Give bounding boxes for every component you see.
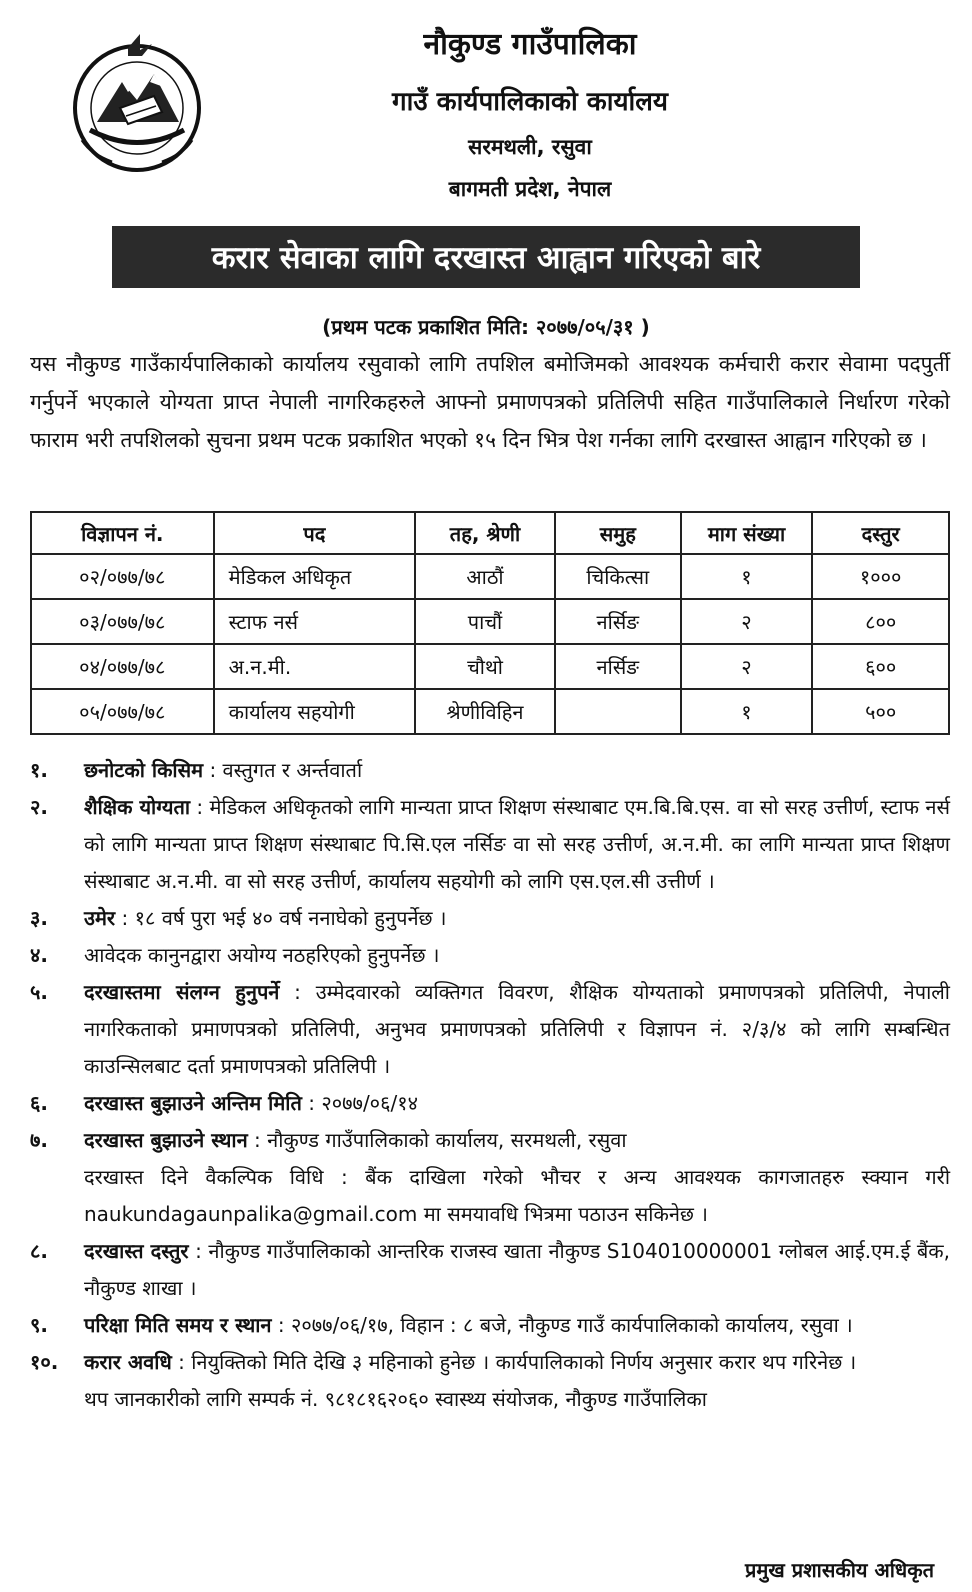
- item-text: आवेदक कानुनद्वारा अयोग्य नठहरिएको हुनुपर्नेछ ।: [84, 943, 440, 967]
- item-text: : २०७७/०६/१४: [301, 1091, 419, 1115]
- cell-demand: १: [681, 554, 813, 599]
- cell-ad-no: ०३/०७७/७८: [31, 599, 214, 644]
- vacancy-table: [30, 511, 950, 735]
- item-label: दरखास्त बुझाउने अन्तिम मिति: [84, 1091, 302, 1115]
- col-header-ad-no: विज्ञापन नं.: [31, 512, 214, 554]
- item-label: दरखास्तमा संलग्न हुनुपर्ने: [84, 980, 280, 1004]
- cell-ad-no: ०५/०७७/७८: [31, 689, 214, 734]
- list-item: [30, 937, 950, 974]
- cell-demand: २: [681, 599, 813, 644]
- signatory-title: प्रमुख प्रशासकीय अधिकृत: [745, 1558, 934, 1582]
- item-text: : नौकुण्ड गाउँपालिकाको आन्तरिक राजस्व खाता नौकुण्ड S104010000001 ग्लोबल आई.एम.ई बैंक, नौकुण्ड शाखा ।: [84, 1239, 951, 1300]
- municipality-emblem-icon: [62, 30, 212, 180]
- item-label: दरखास्त दस्तुर: [84, 1239, 189, 1263]
- item-text: : २०७७/०६/१७, विहान : ८ बजे, नौकुण्ड गाउँ कार्यपालिकाको कार्यालय, रसुवा ।: [271, 1313, 853, 1337]
- item-text: : उम्मेदवारको व्यक्तिगत विवरण, शैक्षिक योग्यताको प्रमाणपत्रको प्रतिलिपी, नेपाली नागरिकताको प्रमाणपत्रको प्रतिलिपी, अनुभव प्रमाणपत्रको प्रतिलिपी र विज्ञापन नं. २/३/४ को लागि सम्बन्धित काउन्सिलबाट दर्ता प्रमाणपत्रको प्रतिलिपी ।: [84, 980, 950, 1078]
- item-number: ९.: [30, 1313, 48, 1337]
- municipality-name: नौकुण्ड गाउँपालिका: [423, 27, 637, 62]
- list-item: [30, 900, 950, 937]
- list-item: [30, 1307, 950, 1344]
- notice-title: करार सेवाका लागि दरखास्त आह्वान गरिएको बारे: [112, 226, 860, 288]
- cell-demand: १: [681, 689, 813, 734]
- cell-group: [555, 689, 681, 734]
- col-header-demand: माग संख्या: [681, 512, 813, 554]
- item-label: शैक्षिक योग्यता: [84, 795, 191, 819]
- item-label: करार अवधि: [84, 1350, 172, 1374]
- cell-fee: १०००: [812, 554, 949, 599]
- item-number: १०.: [30, 1350, 59, 1374]
- item-text: : मेडिकल अधिकृतको लागि मान्यता प्राप्त शिक्षण संस्थाबाट एम.बि.बि.एस. वा सो सरह उत्तीर्ण, स्टाफ नर्स को लागि मान्यता प्राप्त शिक्षण संस्थाबाट पि.सि.एल नर्सिङ वा सो सरह उत्तीर्ण, अ.न.मी. का लागि मान्यता प्राप्त शिक्षण संस्थाबाट अ.न.मी. वा सो सरह उत्तीर्ण, कार्यालय सहयोगी को लागि एस.एल.सी उत्तीर्ण ।: [84, 795, 950, 893]
- table-row: [31, 644, 949, 689]
- table-header-row: [31, 512, 949, 554]
- intro-paragraph: यस नौकुण्ड गाउँकार्यपालिकाको कार्यालय रसुवाको लागि तपशिल बमोजिमको आवश्यक कर्मचारी करार सेवामा पदपुर्ती गर्नुपर्ने भएकाले योग्यता प्राप्त नेपाली नागरिकहरुले आफ्नो प्रमाणपत्रको प्रतिलिपी सहित गाउँपालिकाले निर्धारण गरेको फाराम भरी तपशिलको सुचना प्रथम पटक प्रकाशित भएको १५ दिन भित्र पेश गर्नका लागि दरखास्त आह्वान गरिएको छ ।: [30, 352, 950, 452]
- col-header-post: पद: [214, 512, 415, 554]
- cell-ad-no: ०४/०७७/७८: [31, 644, 214, 689]
- item-number: २.: [30, 795, 48, 819]
- list-item: [30, 974, 950, 1085]
- province: बागमती प्रदेश, नेपाल: [448, 177, 612, 201]
- item-label: छनोटको किसिम: [84, 758, 204, 782]
- table-row: [31, 689, 949, 734]
- list-item: [30, 1122, 950, 1233]
- item-text: : १८ वर्ष पुरा भई ४० वर्ष ननाघेको हुनुपर्नेछ ।: [115, 906, 447, 930]
- cell-fee: ५००: [812, 689, 949, 734]
- col-header-group: समुह: [555, 512, 681, 554]
- conditions-list: [30, 752, 950, 1418]
- cell-ad-no: ०२/०७७/७८: [31, 554, 214, 599]
- alternative-submission-method: दरखास्त दिने वैकल्पिक विधि : बैंक दाखिला गरेको भौचर र अन्य आवश्यक कागजातहरु स्क्यान गरी naukundagaunpalika@gmail.com मा समयावधि भित्रमा पठाउन सकिनेछ ।: [84, 1165, 950, 1226]
- table-row: [31, 599, 949, 644]
- item-text: : वस्तुगत र अर्न्तवार्ता: [203, 758, 363, 782]
- list-item: [30, 789, 950, 900]
- item-number: ३.: [30, 906, 48, 930]
- cell-group: नर्सिङ: [555, 599, 681, 644]
- cell-group: चिकित्सा: [555, 554, 681, 599]
- cell-post: मेडिकल अधिकृत: [214, 554, 415, 599]
- contact-note: थप जानकारीको लागि सम्पर्क नं. ९८१८१६२०६० स्वास्थ्य संयोजक, नौकुण्ड गाउँपालिका: [84, 1387, 707, 1411]
- cell-demand: २: [681, 644, 813, 689]
- cell-fee: ६००: [812, 644, 949, 689]
- cell-post: स्टाफ नर्स: [214, 599, 415, 644]
- item-number: ८.: [30, 1239, 48, 1263]
- cell-post: अ.न.मी.: [214, 644, 415, 689]
- item-number: ४.: [30, 943, 48, 967]
- cell-post: कार्यालय सहयोगी: [214, 689, 415, 734]
- published-date: (प्रथम पटक प्रकाशित मिति: २०७७/०५/३१ ): [322, 315, 650, 339]
- item-number: ५.: [30, 980, 48, 1004]
- cell-group: नर्सिङ: [555, 644, 681, 689]
- cell-level: आठौं: [415, 554, 555, 599]
- list-item: [30, 752, 950, 789]
- item-number: १.: [30, 758, 48, 782]
- cell-level: चौथो: [415, 644, 555, 689]
- col-header-fee: दस्तुर: [812, 512, 949, 554]
- item-number: ६.: [30, 1091, 48, 1115]
- item-text: : नियुक्तिको मिति देखि ३ महिनाको हुनेछ । कार्यपालिकाको निर्णय अनुसार करार थप गरिनेछ ।: [171, 1350, 857, 1374]
- table-row: [31, 554, 949, 599]
- item-label: परिक्षा मिति समय र स्थान: [84, 1313, 272, 1337]
- item-number: ७.: [30, 1128, 48, 1152]
- cell-level: श्रेणीविहिन: [415, 689, 555, 734]
- item-label: उमेर: [84, 906, 116, 930]
- list-item: [30, 1085, 950, 1122]
- list-item: [30, 1344, 950, 1381]
- cell-level: पाचौं: [415, 599, 555, 644]
- list-item: [30, 1233, 950, 1307]
- office-name: गाउँ कार्यपालिकाको कार्यालय: [392, 87, 668, 117]
- item-text: : नौकुण्ड गाउँपालिकाको कार्यालय, सरमथली, रसुवा: [247, 1128, 627, 1152]
- col-header-level: तह, श्रेणी: [415, 512, 555, 554]
- office-location: सरमथली, रसुवा: [468, 135, 592, 159]
- item-label: दरखास्त बुझाउने स्थान: [84, 1128, 248, 1152]
- cell-fee: ८००: [812, 599, 949, 644]
